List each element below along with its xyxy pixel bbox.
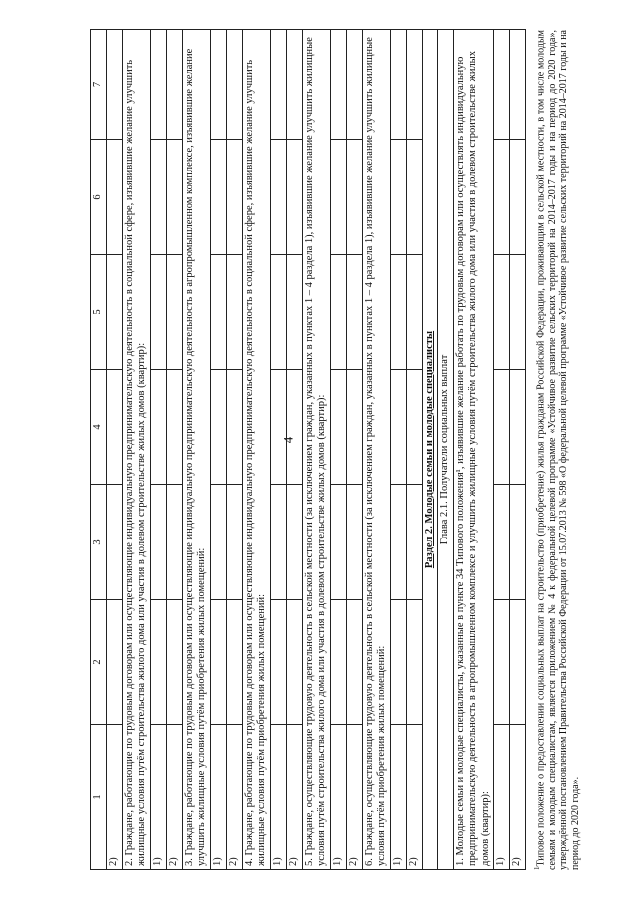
table-cell [406, 30, 422, 140]
table-cell: 2) [106, 725, 122, 870]
table-cell [330, 30, 346, 140]
table-cell [286, 30, 302, 140]
table-cell [210, 370, 226, 485]
table-cell [210, 255, 226, 370]
footnote-text: Типовое положение о предоставлении социальных выплат на строительство (приобретение) жилья гражданам Российской Федерации, проживающим в сельской местности, в том числе молодым семьям и молодым специалистам, является приложением № 4 к федеральной целевой программе «Устойчивое развитие сельских территорий на 2014–2017 годы и на период до 2020 года», утверждённой постановлением Правительства Российской Федерации от 15.07.2013 № 598 «О федеральной целевой программе «Устойчивое развитие сельских территорий на 2014–2017 годы и на период до 2020 года». [535, 30, 581, 870]
beneficiaries-table [90, 29, 526, 870]
table-cell [270, 485, 286, 600]
table-cell [166, 140, 182, 255]
table-cell [494, 600, 510, 725]
table-cell: 2) [406, 725, 422, 870]
chapter-row [438, 30, 454, 870]
table-cell: 2) [166, 725, 182, 870]
column-header-7: 7 [91, 30, 107, 140]
table-cell [150, 30, 166, 140]
table-cell [210, 30, 226, 140]
table-cell [330, 600, 346, 725]
table-cell [390, 370, 406, 485]
table-cell [390, 600, 406, 725]
table-cell: 2) [346, 725, 362, 870]
table-cell: 2) [510, 725, 526, 870]
table-cell [286, 140, 302, 255]
table-row [106, 30, 122, 870]
table-cell [286, 600, 302, 725]
category-row [242, 30, 270, 870]
table-cell [494, 255, 510, 370]
table-cell [346, 255, 362, 370]
table-cell [330, 255, 346, 370]
category-row [302, 30, 330, 870]
category-row [182, 30, 210, 870]
table-cell [270, 140, 286, 255]
table-cell [390, 255, 406, 370]
table-cell [330, 370, 346, 485]
table-cell [406, 255, 422, 370]
category-row [362, 30, 390, 870]
table-cell [270, 255, 286, 370]
category-row [122, 30, 150, 870]
column-header-5: 5 [91, 255, 107, 370]
table-cell [226, 485, 242, 600]
table-cell [166, 600, 182, 725]
table-cell [106, 255, 122, 370]
rotated-page [20, 30, 640, 870]
table-cell [406, 370, 422, 485]
table-cell [166, 485, 182, 600]
table-cell [510, 485, 526, 600]
table-row [346, 30, 362, 870]
table-cell [150, 485, 166, 600]
table-row [494, 30, 510, 870]
table-cell: 1) [494, 725, 510, 870]
table-row [166, 30, 182, 870]
table-cell [270, 30, 286, 140]
table-cell [510, 370, 526, 485]
page-number: 4 [280, 436, 296, 444]
table-cell [226, 140, 242, 255]
category-text: 2. Граждане, работающие по трудовым договорам или осуществляющие индивидуальную предпринимательскую деятельность в социальной сфере, изъявившие желание улучшить жилищные условия путём строительства жилого дома или участия в долевом строительстве жилых домов (квартир): [122, 30, 150, 870]
table-cell [390, 140, 406, 255]
table-cell [166, 255, 182, 370]
table-cell: 1) [210, 725, 226, 870]
table-cell [510, 30, 526, 140]
table-header-row [91, 30, 107, 870]
table-cell: 1) [390, 725, 406, 870]
table-cell [390, 485, 406, 600]
table-cell: 2) [286, 725, 302, 870]
table-row [286, 30, 302, 870]
category-text: 5. Граждане, осуществляющие трудовую деятельность в сельской местности (за исключением граждан, указанных в пунктах 1 – 4 раздела 1), изъявившие желание улучшить жилищные условия путём строительства жилого дома или участия в долевом строительстве жилых домов (квартир): [302, 30, 330, 870]
table-cell [510, 600, 526, 725]
table-row [330, 30, 346, 870]
table-cell [346, 485, 362, 600]
table-cell [150, 370, 166, 485]
table-cell [226, 370, 242, 485]
column-header-1: 1 [91, 725, 107, 870]
table-cell [406, 140, 422, 255]
table-cell [226, 255, 242, 370]
category-text: 1. Молодые семьи и молодые специалисты, указанные в пункте 34 Типового положения¹, изъявившие желание работать по трудовым договорам или осуществлять индивидуальную предпринимательскую деятельность в агропромышленном комплексе и улучшить жилищные условия путём строительства жилого дома или участия в долевом строительстве жилых домов (квартир): [453, 30, 494, 870]
table-cell [166, 30, 182, 140]
table-cell [150, 255, 166, 370]
table-cell [166, 370, 182, 485]
table-cell [330, 485, 346, 600]
table-cell [286, 255, 302, 370]
table-cell [106, 140, 122, 255]
table-cell [150, 600, 166, 725]
table-row [390, 30, 406, 870]
table-cell: 1) [150, 725, 166, 870]
table-cell [494, 485, 510, 600]
table-cell [494, 30, 510, 140]
table-cell [106, 485, 122, 600]
table-cell [286, 370, 302, 485]
table-row [270, 30, 286, 870]
category-text: 4. Граждане, работающие по трудовым договорам или осуществляющие индивидуальную предпринимательскую деятельность в социальной сфере, изъявившие желание улучшить жилищные условия путём приобретения жилых помещений: [242, 30, 270, 870]
table-cell: 2) [226, 725, 242, 870]
column-header-2: 2 [91, 600, 107, 725]
table-cell [510, 255, 526, 370]
table-row [226, 30, 242, 870]
table-cell [346, 30, 362, 140]
category-row [453, 30, 494, 870]
chapter-title: Глава 2.1. Получатели социальных выплат [438, 30, 454, 870]
footnote [532, 30, 581, 870]
table-row [150, 30, 166, 870]
category-text: 6. Граждане, осуществляющие трудовую деятельность в сельской местности (за исключением граждан, указанных в пунктах 1 – 4 раздела 1), изъявившие желание улучшить жилищные условия путём приобретения жилых помещений: [362, 30, 390, 870]
section-row [422, 30, 438, 870]
table-row [210, 30, 226, 870]
table-cell [494, 370, 510, 485]
table-cell [226, 600, 242, 725]
table-cell [150, 140, 166, 255]
table-row [406, 30, 422, 870]
table-cell [330, 140, 346, 255]
column-header-6: 6 [91, 140, 107, 255]
column-header-3: 3 [91, 485, 107, 600]
table-cell [346, 600, 362, 725]
table-cell [390, 30, 406, 140]
table-cell [286, 485, 302, 600]
table-cell [346, 140, 362, 255]
section-title: Раздел 2. Молодые семьи и молодые специалисты [422, 30, 438, 870]
table-cell [106, 600, 122, 725]
table-cell: 1) [270, 725, 286, 870]
table-cell [226, 30, 242, 140]
table-cell [510, 140, 526, 255]
table-cell [270, 600, 286, 725]
footnote-mark: 1 [533, 866, 541, 870]
table-cell [406, 600, 422, 725]
category-text: 3. Граждане, работающие по трудовым договорам или осуществляющие индивидуальную предпринимательскую деятельность в агропромышленном комплексе, изъявившие желание улучшить жилищные условия путём приобретения жилых помещений: [182, 30, 210, 870]
table-cell [106, 30, 122, 140]
table-cell [406, 485, 422, 600]
table-cell [494, 140, 510, 255]
table-cell [210, 485, 226, 600]
table-cell [346, 370, 362, 485]
column-header-4: 4 [91, 370, 107, 485]
table-cell [210, 600, 226, 725]
table-cell [106, 370, 122, 485]
table-row [510, 30, 526, 870]
table-cell [210, 140, 226, 255]
table-cell: 1) [330, 725, 346, 870]
table-cell [270, 370, 286, 485]
